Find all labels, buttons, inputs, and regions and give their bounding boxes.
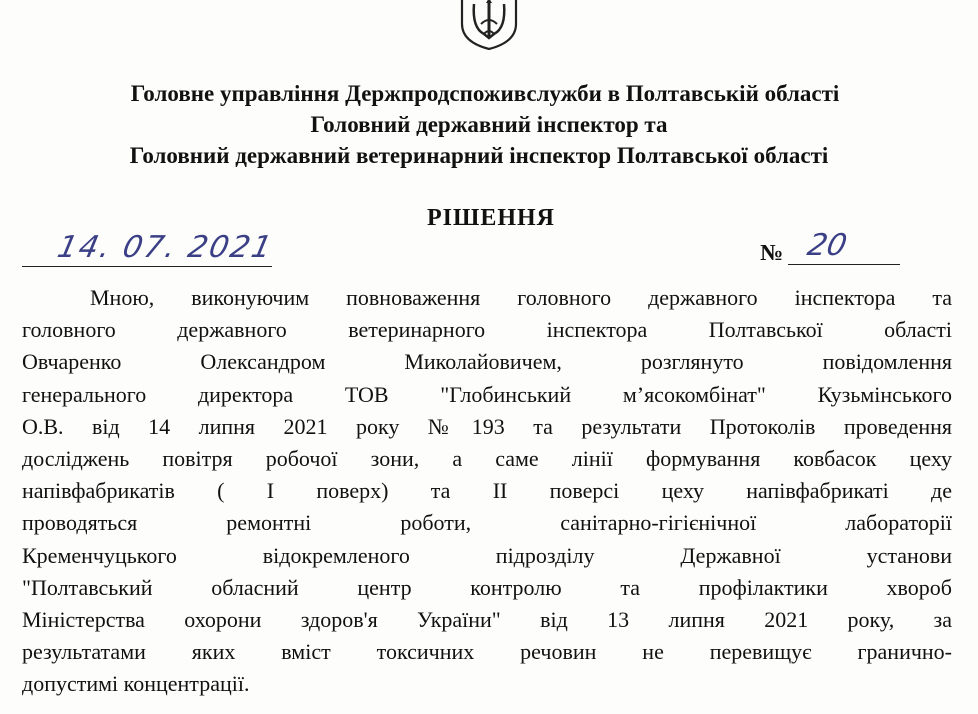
body-line: головного державного ветеринарного інспектора Полтавської області xyxy=(22,317,952,343)
date-field xyxy=(22,230,277,267)
body-line: результатами яких вміст токсичних речовин не перевищує гранично- xyxy=(22,639,952,665)
body-line: допустимі концентрації. xyxy=(22,671,250,697)
number-underline xyxy=(788,264,900,265)
handwritten-date: 14. 07. 2021 xyxy=(54,230,277,265)
header-chief-vet-inspector: Головний державний ветеринарний інспектор Полтавської області xyxy=(129,143,829,168)
body-line: досліджень повітря робочої зони, а саме лінії формування ковбасок цеху xyxy=(22,445,952,471)
body-line: Мною, виконуючим повноваження головного державного інспектора та xyxy=(90,285,952,310)
number-label: № xyxy=(760,240,784,265)
decision-body xyxy=(22,282,952,700)
header-chief-inspector: Головний державний інспектор та xyxy=(310,112,668,137)
body-line: О.В. від 14 липня 2021 року №193 та результати Протоколів проведення xyxy=(22,413,952,439)
body-line: генерального директора ТОВ "Глобинський м’ясокомбінат" Кузьмінського xyxy=(22,381,952,407)
handwritten-number: 20 xyxy=(804,228,850,263)
body-line: "Полтавський обласний центр контролю та профілактики хвороб xyxy=(22,574,952,600)
body-line: напівфабрикатів ( І поверх) та ІІ поверсі цеху напівфабрикаті де xyxy=(22,478,952,504)
body-line: проводяться ремонтні роботи, санітарно-гігієнічної лабораторії xyxy=(22,510,952,536)
number-field xyxy=(760,228,900,266)
body-line: Міністерства охорони здоров'я України" від 13 липня 2021 року, за xyxy=(22,606,952,632)
header-organization: Головне управління Держпродспоживслужби в Полтавській області xyxy=(130,81,840,106)
body-line: Кременчуцького відокремленого підрозділу Державної установи xyxy=(22,542,952,568)
body-line: Овчаренко Олександром Миколайовичем, розглянуто повідомлення xyxy=(22,349,952,375)
document-title: РІШЕННЯ xyxy=(426,205,556,231)
trident-emblem-icon xyxy=(454,0,524,50)
